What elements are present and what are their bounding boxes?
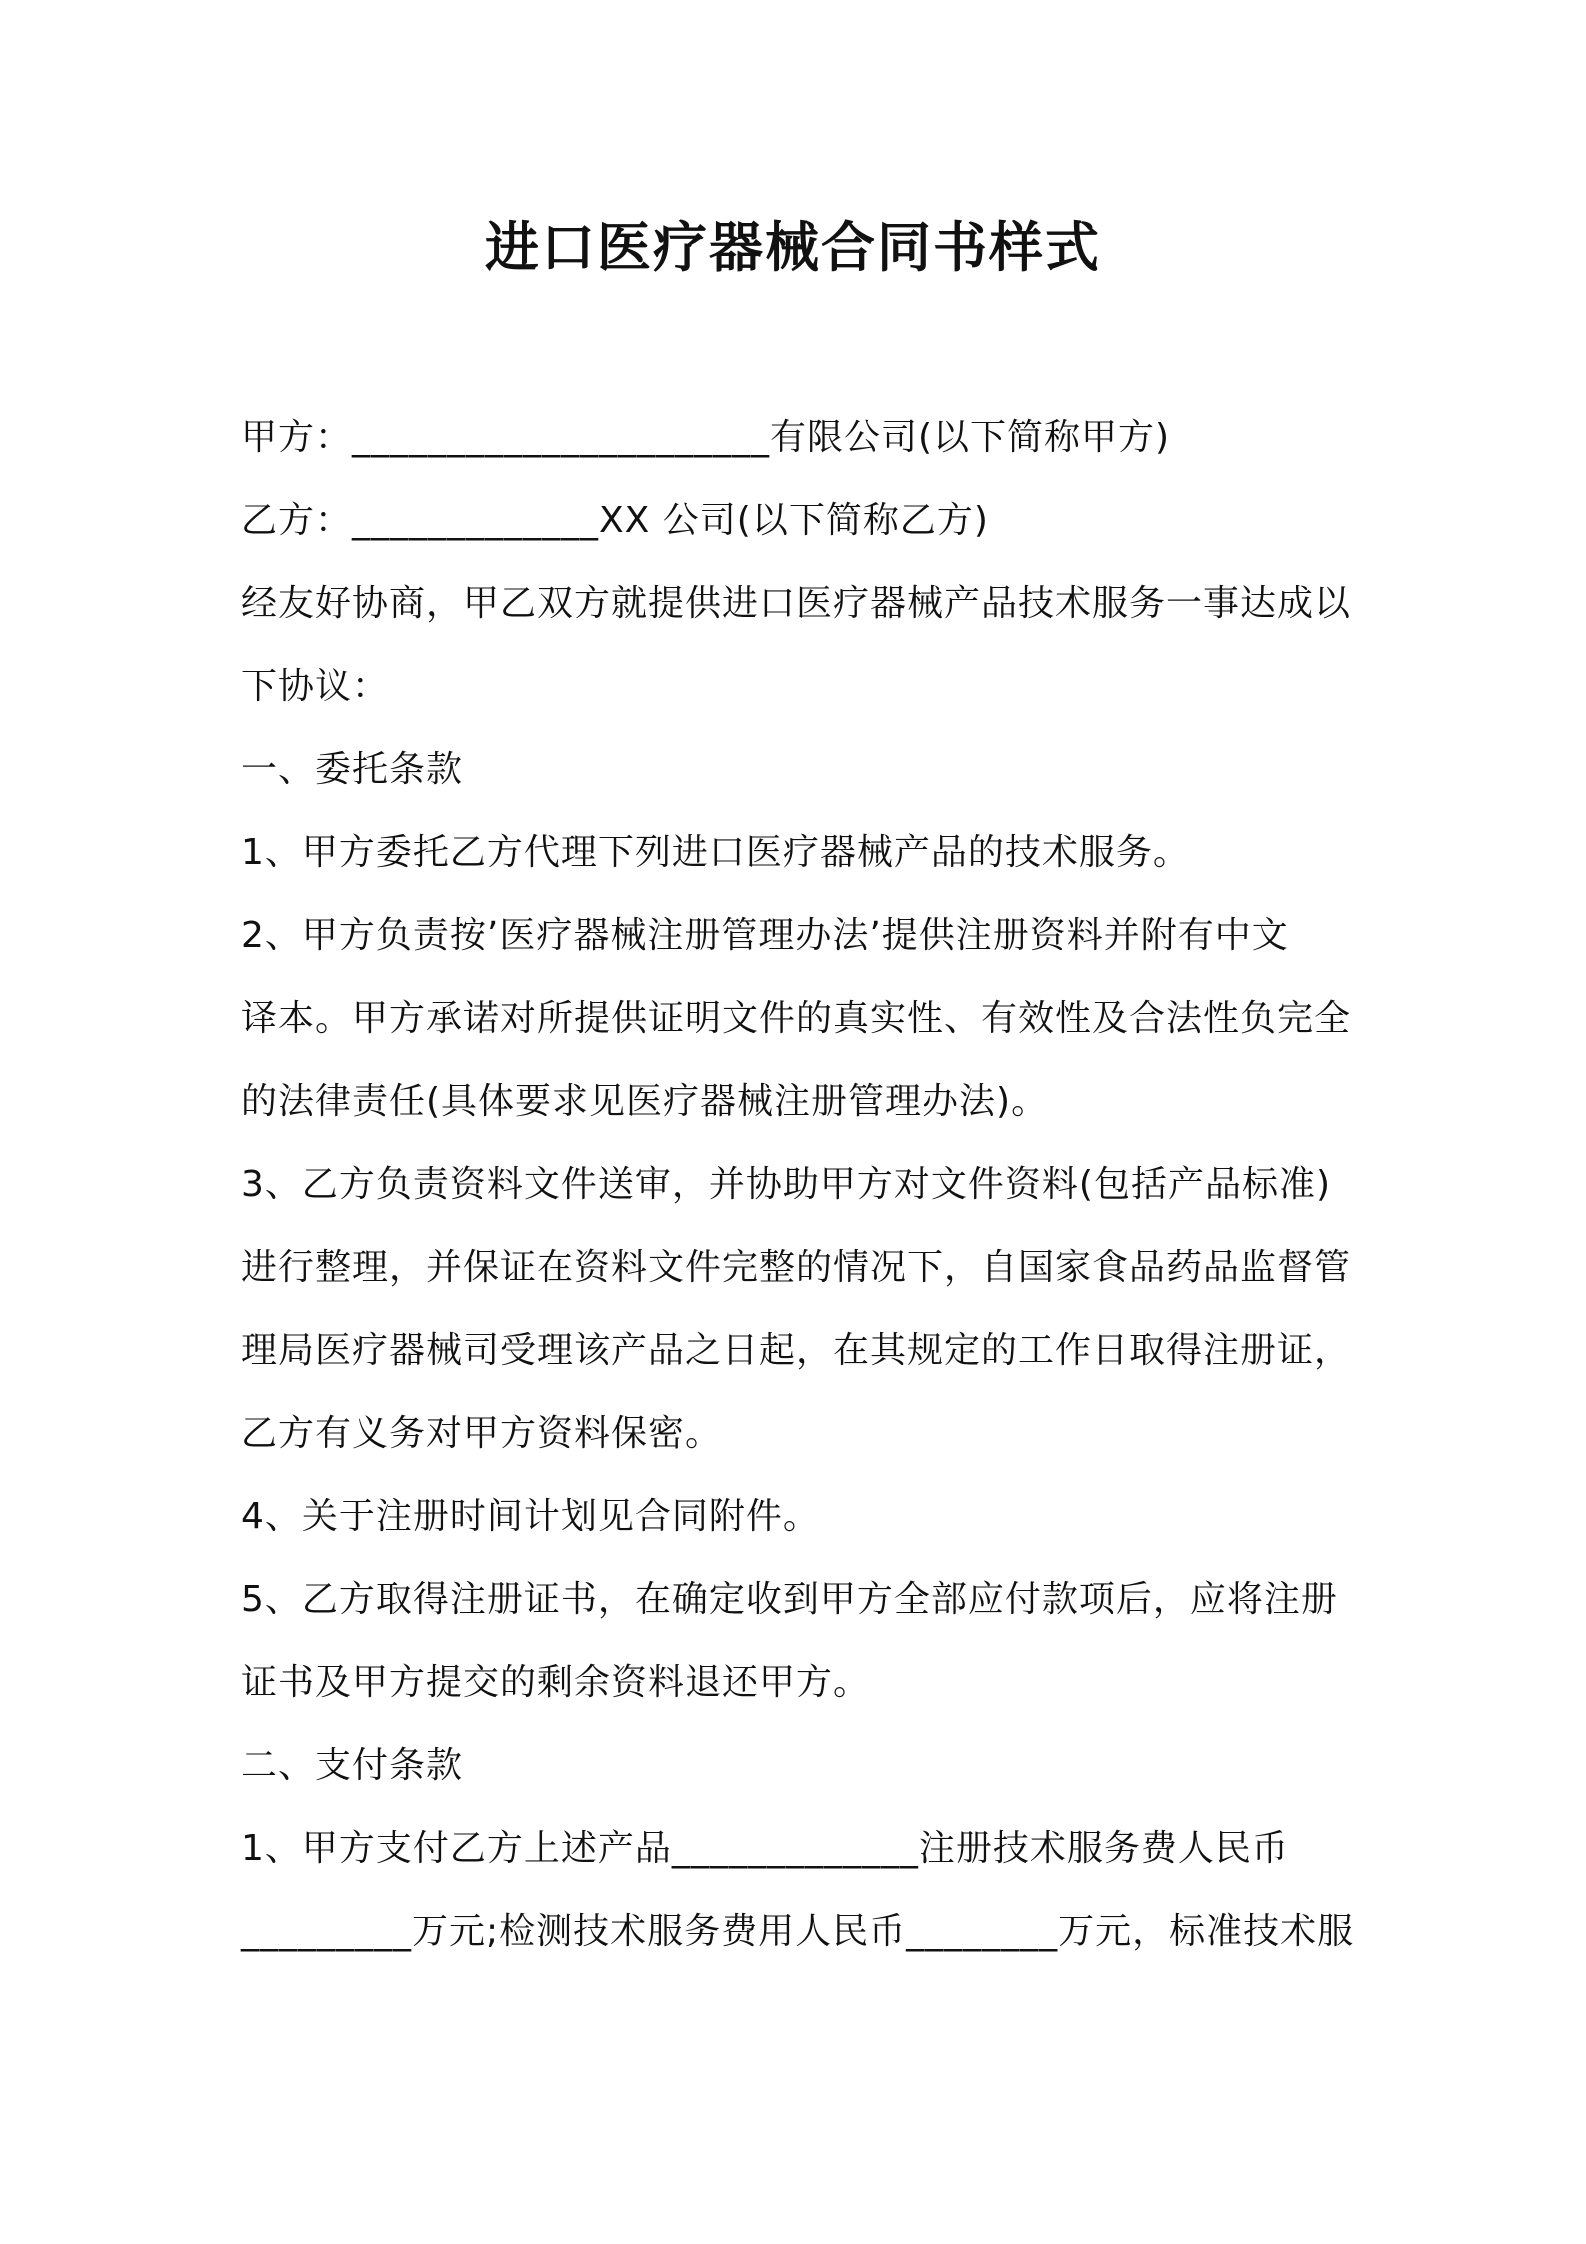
- clause-1-3-line-3: 理局医疗器械司受理该产品之日起，在其规定的工作日取得注册证，: [241, 1330, 1352, 1371]
- clause-1-5-line-1: 5、乙方取得注册证书，在确定收到甲方全部应付款项后，应将注册: [241, 1579, 1338, 1620]
- clause-1-1: 1、甲方委托乙方代理下列进口医疗器械产品的技术服务。: [241, 832, 1190, 873]
- clause-1-4: 4、关于注册时间计划见合同附件。: [241, 1496, 820, 1537]
- clause-1-3-line-4: 乙方有义务对甲方资料保密。: [241, 1413, 723, 1454]
- clause-1-2-line-2: 译本。甲方承诺对所提供证明文件的真实性、有效性及合法性负完全: [241, 998, 1352, 1039]
- intro-line-2: 下协议：: [241, 666, 390, 707]
- section-heading-commission: 一、委托条款: [241, 749, 464, 790]
- intro-line-1: 经友好协商，甲乙双方就提供进口医疗器械产品技术服务一事达成以: [241, 583, 1352, 624]
- clause-2-1-line-2: _________万元;检测技术服务费用人民币________万元，标准技术服: [241, 1911, 1355, 1952]
- clause-2-1-line-1: 1、甲方支付乙方上述产品_____________注册技术服务费人民币: [241, 1828, 1289, 1869]
- clause-1-3-line-2: 进行整理，并保证在资料文件完整的情况下，自国家食品药品监督管: [241, 1247, 1352, 1288]
- clause-1-5-line-2: 证书及甲方提交的剩余资料退还甲方。: [241, 1662, 871, 1703]
- document-title: 进口医疗器械合同书样式: [485, 216, 1101, 279]
- clause-1-2-line-1: 2、甲方负责按’医疗器械注册管理办法’提供注册资料并附有中文: [241, 915, 1289, 956]
- section-heading-payment: 二、支付条款: [241, 1745, 464, 1786]
- party-b-line: 乙方：_____________XX 公司(以下简称乙方): [241, 500, 989, 541]
- clause-1-3-line-1: 3、乙方负责资料文件送审，并协助甲方对文件资料(包括产品标准): [241, 1164, 1331, 1205]
- party-a-line: 甲方：______________________有限公司(以下简称甲方): [241, 417, 1171, 458]
- clause-1-2-line-3: 的法律责任(具体要求见医疗器械注册管理办法)。: [241, 1081, 1049, 1122]
